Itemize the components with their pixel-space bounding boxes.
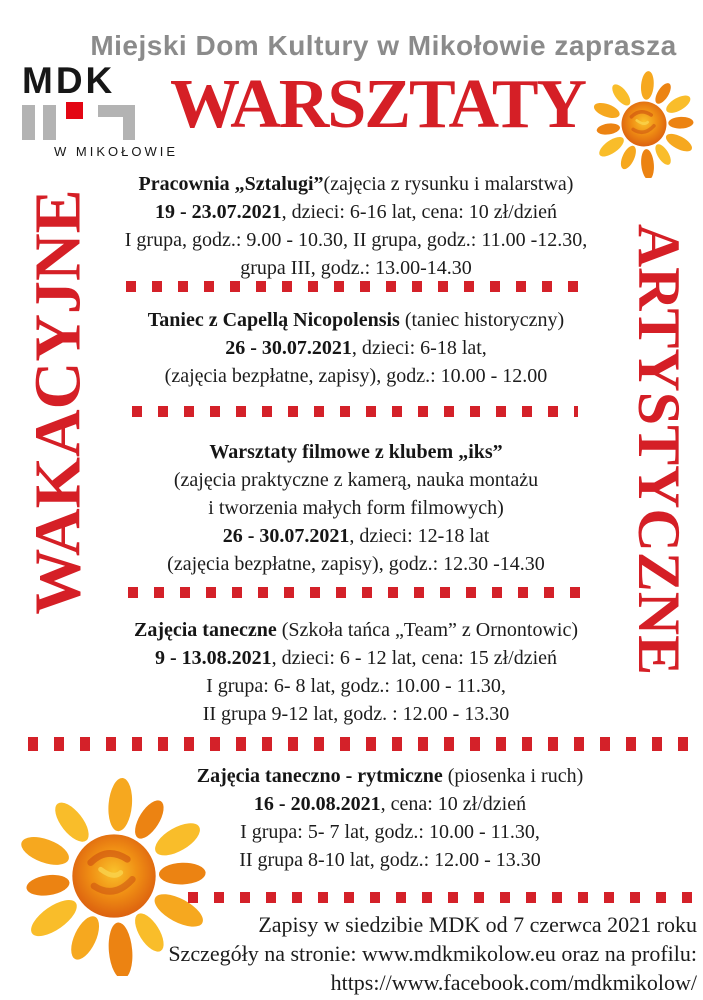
line-text: II grupa 9-12 lat, godz. : 12.00 - 13.30 <box>202 703 510 725</box>
logo-bar <box>123 105 135 140</box>
text-line <box>78 226 634 254</box>
footer-facebook-line: https://www.facebook.com/mdkmikolow/ <box>330 970 697 995</box>
mdk-logo <box>22 60 178 159</box>
workshop-section-taneczne <box>78 616 634 728</box>
line-emphasis: 19 - 23.07.2021 <box>154 201 282 223</box>
line-text: I grupa: 6- 8 lat, godz.: 10.00 - 11.30, <box>206 675 506 697</box>
line-text: (zajęcia praktyczne z kamerą, nauka montażu <box>173 469 539 491</box>
text-line <box>78 334 634 362</box>
workshop-section-taniec-historyczny <box>78 306 634 390</box>
sun-icon <box>588 70 700 178</box>
line-text: (zajęcia z rysunku i malarstwa) <box>323 173 574 195</box>
line-text: (zajęcia bezpłatne, zapisy), godz.: 12.30 -14.30 <box>167 553 545 575</box>
footer-info <box>17 910 697 997</box>
logo-bar <box>43 105 56 140</box>
dotted-separator <box>188 892 700 903</box>
line-emphasis: 16 - 20.08.2021 <box>253 793 381 815</box>
text-line <box>78 198 634 226</box>
vertical-word-right-text: ARTYSTYCZNE <box>626 223 693 676</box>
text-line <box>78 672 634 700</box>
mdk-logo-mark <box>22 102 172 140</box>
dotted-separator <box>126 281 578 292</box>
line-emphasis: 26 - 30.07.2021 <box>225 337 352 359</box>
line-emphasis: Taniec z Capellą Nicopolensis <box>147 309 400 331</box>
workshop-section-filmowe <box>78 438 634 578</box>
dotted-separator <box>132 406 578 417</box>
text-line <box>78 644 634 672</box>
logo-red-square <box>66 102 83 119</box>
text-line <box>78 438 634 466</box>
text-line <box>78 700 634 728</box>
logo-bar <box>22 105 35 140</box>
text-line <box>78 362 634 390</box>
line-text: , dzieci: 6-18 lat, <box>351 337 487 359</box>
text-line <box>78 170 634 198</box>
line-emphasis: Pracownia „Sztalugi” <box>138 173 324 195</box>
line-text: (taniec historyczny) <box>399 309 565 331</box>
footer-website-line: Szczegóły na stronie: www.mdkmikolow.eu oraz na profilu: <box>168 941 697 966</box>
line-emphasis: Warsztaty filmowe z klubem „iks” <box>209 441 503 463</box>
line-emphasis: 26 - 30.07.2021 <box>222 525 350 547</box>
mdk-logo-acronym: MDK <box>22 60 116 101</box>
text-line <box>78 550 634 578</box>
text-line <box>78 616 634 644</box>
line-text: (piosenka i ruch) <box>442 765 584 787</box>
line-text: (zajęcia bezpłatne, zapisy), godz.: 10.00 - 12.00 <box>164 365 548 387</box>
line-text: I grupa, godz.: 9.00 - 10.30, II grupa, godz.: 11.00 -12.30, <box>124 229 588 251</box>
line-text: (Szkoła tańca „Team” z Ornontowic) <box>276 619 578 641</box>
text-line <box>78 254 634 282</box>
text-line <box>78 494 634 522</box>
poster-title: WARSZTATY <box>170 66 586 143</box>
line-text: , dzieci: 6-16 lat, cena: 10 zł/dzień <box>281 201 558 223</box>
footer-enrollment-line: Zapisy w siedzibie MDK od 7 czerwca 2021 roku <box>258 912 697 937</box>
text-line <box>78 466 634 494</box>
text-line <box>78 522 634 550</box>
line-emphasis: Zajęcia taneczno - rytmiczne <box>196 765 443 787</box>
line-text: , dzieci: 12-18 lat <box>349 525 490 547</box>
dotted-separator <box>28 737 692 751</box>
text-line <box>78 306 634 334</box>
line-emphasis: 9 - 13.08.2021 <box>154 647 272 669</box>
workshop-section-sztalugi <box>78 170 634 282</box>
line-text: , cena: 10 zł/dzień <box>380 793 527 815</box>
dotted-separator <box>128 587 580 598</box>
line-text: grupa III, godz.: 13.00-14.30 <box>240 257 472 279</box>
line-text: , dzieci: 6 - 12 lat, cena: 15 zł/dzień <box>271 647 558 669</box>
line-text: i tworzenia małych form filmowych) <box>208 497 504 519</box>
line-emphasis: Zajęcia taneczne <box>134 619 277 641</box>
line-text: II grupa 8-10 lat, godz.: 12.00 - 13.30 <box>239 849 541 871</box>
mdk-logo-subtitle: W MIKOŁOWIE <box>54 144 178 159</box>
vertical-word-left-text: WAKACYJNE <box>22 189 96 615</box>
line-text: I grupa: 5- 7 lat, godz.: 10.00 - 11.30, <box>240 821 540 843</box>
header-invitation-text: Miejski Dom Kultury w Mikołowie zaprasza <box>90 30 677 61</box>
